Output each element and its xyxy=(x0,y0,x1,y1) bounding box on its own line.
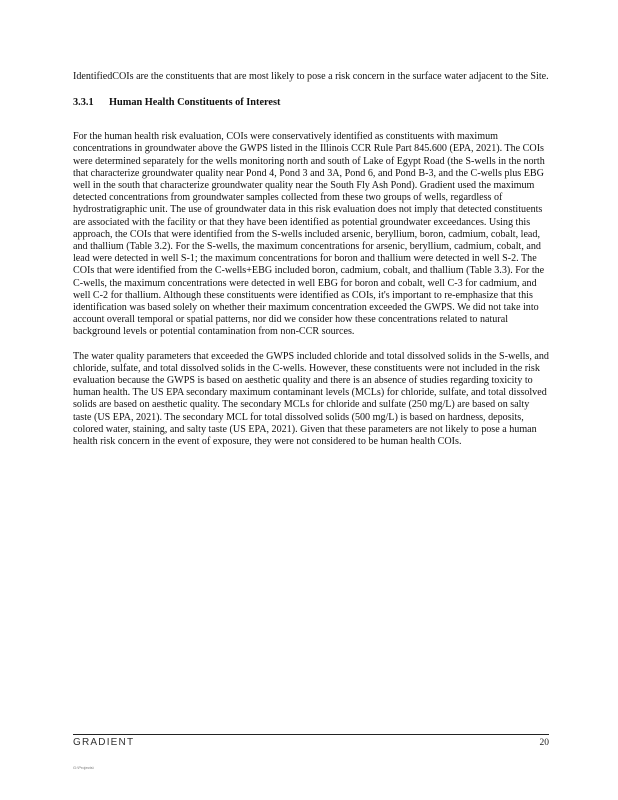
footer-logo: GRADIENT xyxy=(73,737,135,748)
footer-divider xyxy=(73,734,549,735)
section-number: 3.3.1 xyxy=(73,97,94,109)
body-paragraph-water-quality: The water quality parameters that exceeded the GWPS included chloride and total dissolved solids in the S-wells, and chloride, sulfate, and total dissolved solids in the C-wells. However, these constituents were not included in the risk evaluation because the GWPS is based on aesthetic quality and there is an absence of studies regarding toxicity to human health. The US EPA secondary maximum contaminant levels (MCLs) for chloride, sulfate, and total dissolved solids are based on aesthetic quality. The secondary MCLs for chloride and sulfate (250 mg/L) are based on salty taste (US EPA, 2021). The secondary MCL for total dissolved solids (500 mg/L) is based on hardness, deposits, colored water, staining, and salty taste (US EPA, 2021). Given that these parameters are not likely to pose a human health risk concern in the event of exposure, they were not considered to be human health COIs. xyxy=(73,350,549,448)
document-code: G:\Projects\ xyxy=(73,765,94,770)
body-paragraph-coi-identification: For the human health risk evaluation, COIs were conservatively identified as constituents with maximum concentrations in groundwater above the GWPS listed in the Illinois CCR Rule Part 845.600 (EPA, 2021). The COIs were determined separately for the wells monitoring north and south of Lake of Egypt Road (the S-wells in the north that characterize groundwater quality near Pond 4, Pond 3 and 3A, Pond 6, and Pond B-3, and the C-wells plus EBG well in the south that characterize groundwater quality near the South Fly Ash Pond). Gradient used the maximum detected concentrations from groundwater samples collected from these two groups of wells, regardless of hydrostratigraphic unit. The use of groundwater data in this risk evaluation does not imply that detected constituents are associated with the facility or that they have been identified as potential groundwater exceedances. Using this approach, the COIs that were identified from the S-wells included arsenic, beryllium, boron, cadmium, cobalt, lead, and thallium (Table 3.2). For the S-wells, the maximum concentrations for arsenic, beryllium, cadmium, cobalt, and lead were detected in well S-1; the maximum concentrations for boron and thallium were detected in well S-2. The COIs that were identified from the C-wells+EBG included boron, cadmium, cobalt, and thallium (Table 3.3). For the C-wells, the maximum concentrations were detected in well EBG for boron and cobalt, well C-3 for cadmium, and well C-2 for thallium. Although these constituents were identified as COIs, it's important to re-emphasize that this identification was based solely on whether their maximum concentration exceeded the GWPS. We did not take into account overall temporal or spatial patterns, nor did we consider how these concentrations related to natural background levels or potential contamination from non-CCR sources. xyxy=(73,131,545,338)
section-title: Human Health Constituents of Interest xyxy=(109,97,281,109)
page-number: 20 xyxy=(539,738,549,748)
page-body xyxy=(73,71,549,448)
intro-paragraph: IdentifiedCOIs are the constituents that are most likely to pose a risk concern in the surface water adjacent to the Site. xyxy=(73,71,549,82)
section-heading xyxy=(73,96,549,109)
